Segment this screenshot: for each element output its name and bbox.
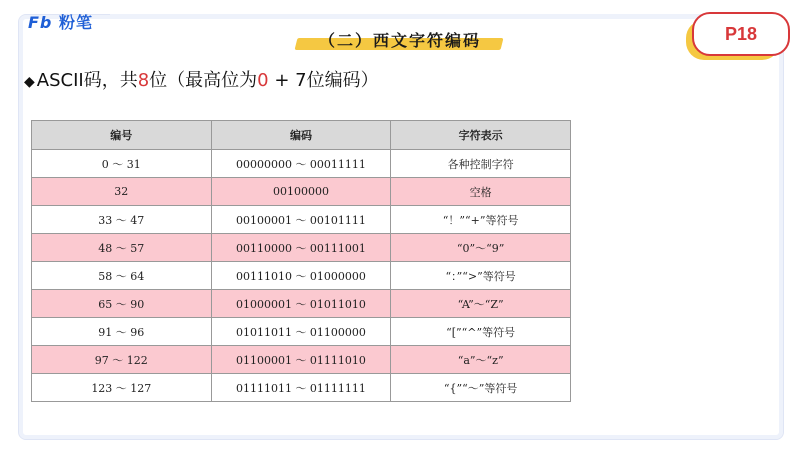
cell-code: 01111011 ～ 01111111 (211, 374, 391, 402)
cell-code: 00000000 ～ 00011111 (211, 150, 391, 178)
subtitle-suffix: + 7位编码） (268, 70, 379, 91)
page-badge: P18 (692, 12, 790, 56)
logo-mark: Fb (28, 13, 53, 32)
cell-char: 空格 (391, 178, 571, 206)
header-code: 编码 (211, 121, 391, 150)
cell-char: 各种控制字符 (391, 150, 571, 178)
subtitle (24, 66, 379, 92)
subtitle-bits: 8 (137, 70, 150, 91)
cell-char: “！”“+”等符号 (391, 206, 571, 234)
table-row (32, 150, 571, 178)
cell-number: 58 ～ 64 (32, 262, 212, 290)
cell-code: 00100000 (211, 178, 391, 206)
cell-number: 48 ～ 57 (32, 234, 212, 262)
table-row (32, 206, 571, 234)
table-header-row (32, 121, 571, 150)
cell-number: 123 ～ 127 (32, 374, 212, 402)
subtitle-highbit: 0 (257, 70, 269, 91)
cell-char: “0”～“9” (391, 234, 571, 262)
cell-code: 01000001 ～ 01011010 (211, 290, 391, 318)
cell-number: 32 (32, 178, 212, 206)
diamond-bullet-icon: ◆ (24, 74, 35, 90)
subtitle-prefix: ASCII码，共 (36, 70, 138, 91)
table-row (32, 290, 571, 318)
cell-number: 65 ～ 90 (32, 290, 212, 318)
table-row (32, 346, 571, 374)
ascii-table (31, 120, 571, 402)
cell-char: “：”“>”等符号 (391, 262, 571, 290)
subtitle-middle: 位（最高位为 (149, 70, 258, 91)
table-row (32, 178, 571, 206)
cell-number: 0 ～ 31 (32, 150, 212, 178)
top-stripe (110, 14, 710, 19)
cell-char: “[”“^”等符号 (391, 318, 571, 346)
header-char: 字符表示 (391, 121, 571, 150)
cell-code: 00110000 ～ 00111001 (211, 234, 391, 262)
cell-code: 01011011 ～ 01100000 (211, 318, 391, 346)
cell-char: “{”“～”等符号 (391, 374, 571, 402)
table-row (32, 262, 571, 290)
cell-code: 00100001 ～ 00101111 (211, 206, 391, 234)
section-title: （二）西文字符编码 (318, 31, 481, 50)
logo-text: 粉笔 (58, 13, 93, 32)
cell-code: 01100001 ～ 01111010 (211, 346, 391, 374)
cell-number: 97 ～ 122 (32, 346, 212, 374)
header-number: 编号 (32, 121, 212, 150)
brand-logo (28, 10, 93, 33)
cell-number: 33 ～ 47 (32, 206, 212, 234)
cell-char: “A”～“Z” (391, 290, 571, 318)
table-row (32, 374, 571, 402)
table-row (32, 318, 571, 346)
cell-code: 00111010 ～ 01000000 (211, 262, 391, 290)
table-row (32, 234, 571, 262)
cell-char: “a”～“z” (391, 346, 571, 374)
cell-number: 91 ～ 96 (32, 318, 212, 346)
